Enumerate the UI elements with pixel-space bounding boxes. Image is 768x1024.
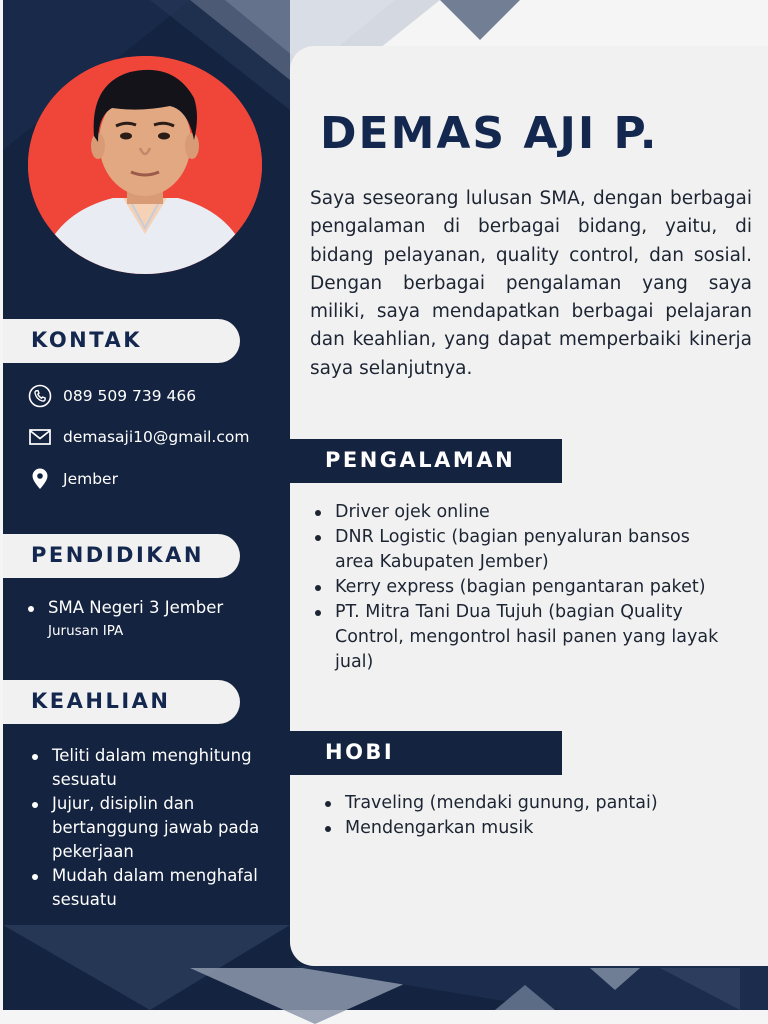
list-item: PT. Mitra Tani Dua Tujuh (bagian Quality Control, mengontrol hasil panen yang layak jual) [310, 600, 722, 675]
contact-phone: 089 509 739 466 [63, 387, 197, 405]
list-item: Jujur, disiplin dan bertanggung jawab pada pekerjaan [28, 792, 278, 864]
contact-phone-row [28, 384, 196, 408]
pendidikan-heading-pill [3, 534, 240, 578]
list-item: Mudah dalam menghafal sesuatu [28, 864, 278, 912]
list-item: DNR Logistic (bagian penyaluran bansos area Kabupaten Jember) [310, 525, 722, 575]
education-list [24, 596, 274, 642]
pengalaman-heading: PENGALAMAN [325, 448, 516, 472]
contact-location: Jember [63, 470, 118, 488]
pendidikan-heading: PENDIDIKAN [31, 543, 204, 567]
keahlian-heading: KEAHLIAN [31, 689, 171, 713]
pengalaman-heading-bar [290, 439, 562, 483]
contact-location-row [28, 467, 118, 491]
candidate-name: DEMAS AJI P. [320, 108, 659, 159]
list-item: Kerry express (bagian pengantaran paket) [310, 575, 722, 600]
skills-list [28, 744, 278, 912]
phone-icon [28, 384, 52, 408]
list-item [24, 596, 274, 642]
list-item: Driver ojek online [310, 500, 722, 525]
list-item: Mendengarkan musik [320, 816, 740, 841]
contact-email: demasaji10@gmail.com [63, 428, 250, 446]
experience-list [310, 500, 722, 675]
education-major: Jurusan IPA [48, 623, 124, 639]
education-school: SMA Negeri 3 Jember [48, 598, 224, 617]
person-avatar-icon [28, 56, 262, 274]
kontak-heading-pill [3, 319, 240, 363]
keahlian-heading-pill [3, 680, 240, 724]
list-item: Traveling (mendaki gunung, pantai) [320, 791, 740, 816]
profile-summary: Saya seseorang lulusan SMA, dengan berbagai pengalaman di berbagai bidang, yaitu, di bidang pelayanan, quality control, dan sosial. Dengan berbagai pengalaman yang saya miliki, saya mendapatkan berbagai pelajaran dan keahlian, yang dapat memperbaiki kinerja saya selanjutnya. [310, 188, 752, 379]
hobi-heading: HOBI [325, 740, 395, 764]
mail-icon [28, 425, 52, 449]
hobi-heading-bar [290, 731, 562, 775]
kontak-heading: KONTAK [31, 328, 142, 352]
hobby-list [320, 791, 740, 841]
profile-photo [28, 56, 262, 274]
list-item: Teliti dalam menghitung sesuatu [28, 744, 278, 792]
location-pin-icon [28, 467, 52, 491]
contact-email-row [28, 425, 249, 449]
